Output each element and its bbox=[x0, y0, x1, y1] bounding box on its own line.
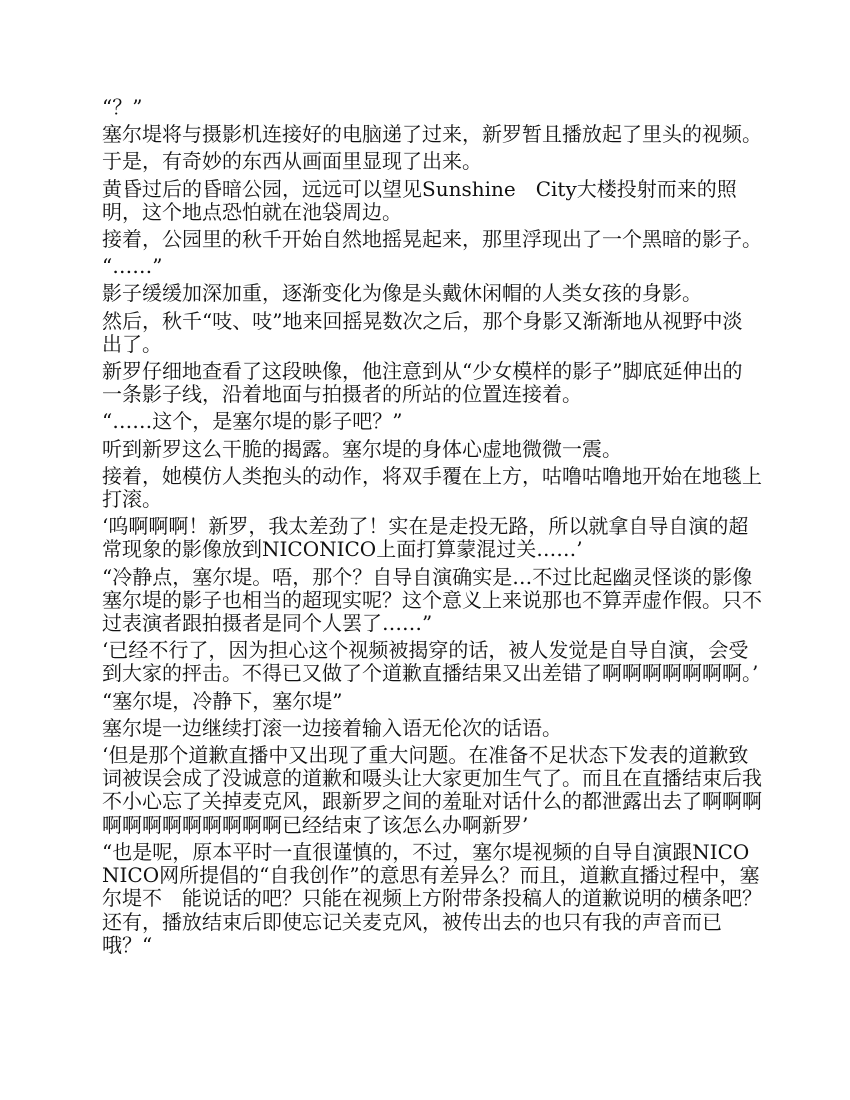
paragraph-15: ‘已经不行了，因为担心这个视频被揭穿的话，被人发觉是自导自演，会受到大家的抨击。不得已又做了个道歉直播结果又出差错了啊啊啊啊啊啊啊。’ bbox=[102, 638, 759, 686]
paragraph-3: 于是，有奇妙的东西从画面里显现了出来。 bbox=[102, 149, 482, 174]
paragraph-4: 黄昏过后的昏暗公园，远远可以望见Sunshine City大楼投射而来的照明，这个地点恐怕就在池袋周边。 bbox=[102, 176, 737, 224]
paragraph-9: 新罗仔细地查看了这段映像，他注意到从“少女模样的影子”脚底延伸出的一条影子线，沿着地面与拍摄者的所站的位置连接着。 bbox=[102, 359, 743, 407]
paragraph-1: “？” bbox=[102, 95, 143, 119]
paragraph-11: 听到新罗这么干脆的揭露。塞尔堤的身体心虚地微微一震。 bbox=[102, 436, 622, 461]
paragraph-16: “塞尔堤，冷静下，塞尔堤” bbox=[102, 688, 343, 713]
paragraph-10: “……这个，是塞尔堤的影子吧？” bbox=[102, 409, 403, 434]
paragraph-13: ‘呜啊啊啊！新罗，我太差劲了！实在是走投无路，所以就拿自导自演的超常现象的影像放到NICONICO上面打算蒙混过关……’ bbox=[102, 514, 749, 562]
paragraph-6: “……” bbox=[102, 254, 163, 279]
paragraph-5: 接着，公园里的秋千开始自然地摇晃起来，那里浮现出了一个黑暗的影子。 bbox=[102, 227, 762, 252]
document-page bbox=[102, 96, 762, 961]
paragraph-18: ‘但是那个道歉直播中又出现了重大问题。在准备不足状态下发表的道歉致词被误会成了没诚意的道歉和嗫头让大家更加生气了。而且在直播结束后我不小心忘了关掉麦克风，跟新罗之间的羞耻对话什么的都泄露出去了啊啊啊啊啊啊啊啊啊啊啊啊已经结束了该怎么办啊新罗’ bbox=[102, 743, 762, 837]
paragraph-19: “也是呢，原本平时一直很谨慎的，不过，塞尔堤视频的自导自演跟NICONICO网所提倡的“自我创作”的意思有差异么？而且，道歉直播过程中，塞尔堤不 能说话的吧？只能在视频上方附带条投稿人的道歉说明的横条吧？还有，播放结束后即使忘记关麦克风，被传出去的也只有我的声音而已哦？“ bbox=[102, 839, 762, 957]
paragraph-17: 塞尔堤一边继续打滚一边接着输入语无伦次的话语。 bbox=[102, 715, 562, 740]
paragraph-8: 然后，秋千“吱、吱”地来回摇晃数次之后，那个身影又渐渐地从视野中淡出了。 bbox=[102, 308, 743, 356]
paragraph-14: “冷静点，塞尔堤。唔，那个？自导自演确实是…不过比起幽灵怪谈的影像塞尔堤的影子也相当的超现实呢？这个意义上来说那也不算弄虚作假。只不过表演者跟拍摄者是同个人罢了……” bbox=[102, 564, 762, 636]
paragraph-7: 影子缓缓加深加重，逐渐变化为像是头戴休闲帽的人类女孩的身影。 bbox=[102, 281, 702, 306]
paragraph-12: 接着，她模仿人类抱头的动作，将双手覆在上方，咕噜咕噜地开始在地毯上打滚。 bbox=[102, 463, 762, 512]
paragraph-2: 塞尔堤将与摄影机连接好的电脑递了过来，新罗暂且播放起了里头的视频。 bbox=[102, 122, 762, 147]
